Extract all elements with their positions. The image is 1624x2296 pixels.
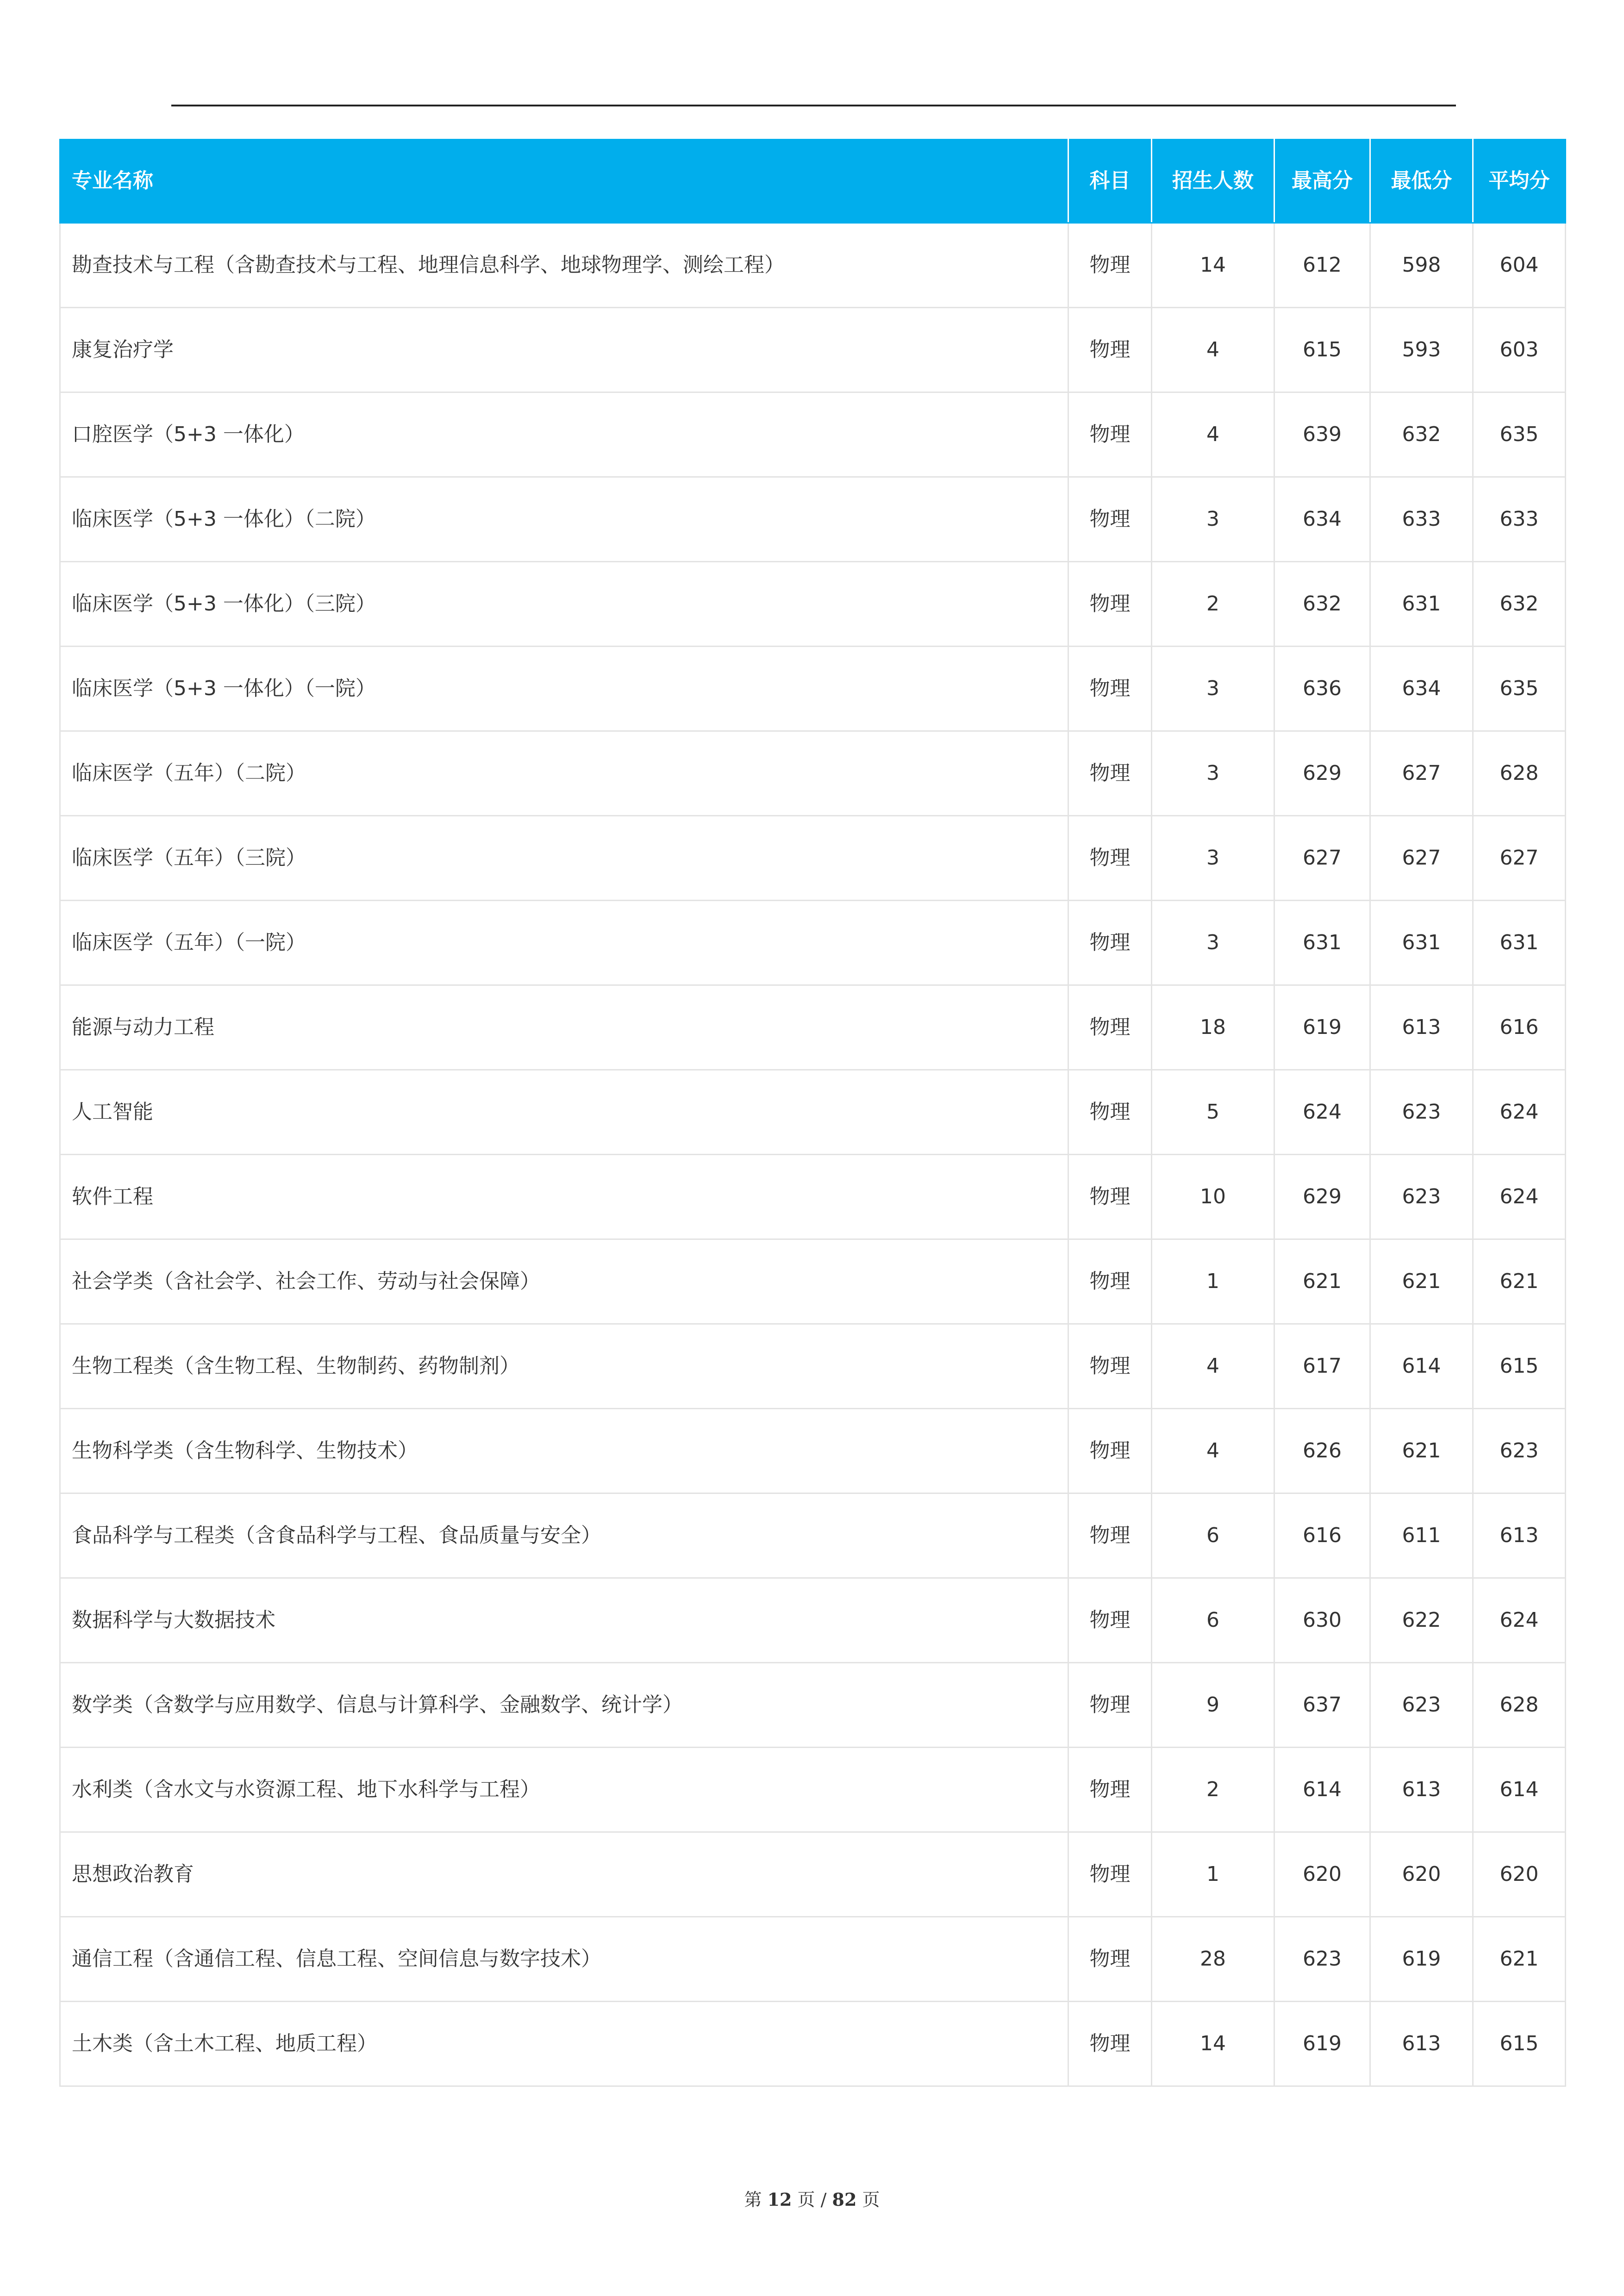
cell-min-score: 632 xyxy=(1370,392,1473,477)
cell-avg-score: 613 xyxy=(1473,1493,1566,1578)
cell-avg-score: 624 xyxy=(1473,1070,1566,1155)
cell-enroll: 4 xyxy=(1152,1409,1274,1493)
cell-major: 生物工程类（含生物工程、生物制药、药物制剂） xyxy=(60,1324,1068,1409)
cell-major: 临床医学（五年）（三院） xyxy=(60,816,1068,901)
col-header-avg: 平均分 xyxy=(1473,140,1566,223)
cell-avg-score: 635 xyxy=(1473,392,1566,477)
cell-max-score: 637 xyxy=(1274,1663,1370,1748)
table-row xyxy=(60,562,1566,647)
cell-subject: 物理 xyxy=(1068,1832,1152,1917)
cell-major: 思想政治教育 xyxy=(60,1832,1068,1917)
cell-subject: 物理 xyxy=(1068,1070,1152,1155)
col-header-major: 专业名称 xyxy=(60,140,1068,223)
cell-enroll: 4 xyxy=(1152,308,1274,392)
cell-major: 能源与动力工程 xyxy=(60,985,1068,1070)
table-row xyxy=(60,985,1566,1070)
cell-avg-score: 631 xyxy=(1473,901,1566,985)
cell-max-score: 612 xyxy=(1274,223,1370,308)
cell-avg-score: 624 xyxy=(1473,1578,1566,1663)
cell-enroll: 1 xyxy=(1152,1832,1274,1917)
cell-major: 软件工程 xyxy=(60,1155,1068,1239)
cell-subject: 物理 xyxy=(1068,1493,1152,1578)
cell-subject: 物理 xyxy=(1068,985,1152,1070)
cell-enroll: 3 xyxy=(1152,901,1274,985)
cell-avg-score: 635 xyxy=(1473,647,1566,731)
table-row xyxy=(60,1832,1566,1917)
cell-avg-score: 621 xyxy=(1473,1917,1566,2002)
cell-subject: 物理 xyxy=(1068,1324,1152,1409)
cell-subject: 物理 xyxy=(1068,1239,1152,1324)
cell-min-score: 627 xyxy=(1370,816,1473,901)
cell-enroll: 6 xyxy=(1152,1578,1274,1663)
table-row xyxy=(60,1070,1566,1155)
cell-enroll: 5 xyxy=(1152,1070,1274,1155)
cell-min-score: 613 xyxy=(1370,985,1473,1070)
cell-major: 社会学类（含社会学、社会工作、劳动与社会保障） xyxy=(60,1239,1068,1324)
cell-avg-score: 627 xyxy=(1473,816,1566,901)
col-header-subject: 科目 xyxy=(1068,140,1152,223)
scores-table xyxy=(59,139,1566,2087)
table-row xyxy=(60,816,1566,901)
footer-page-number: 12 xyxy=(767,2189,792,2210)
table-row xyxy=(60,1409,1566,1493)
cell-min-score: 634 xyxy=(1370,647,1473,731)
cell-major: 口腔医学（5+3 一体化） xyxy=(60,392,1068,477)
cell-min-score: 623 xyxy=(1370,1155,1473,1239)
cell-avg-score: 604 xyxy=(1473,223,1566,308)
cell-avg-score: 615 xyxy=(1473,1324,1566,1409)
table-row xyxy=(60,1917,1566,2002)
cell-enroll: 18 xyxy=(1152,985,1274,1070)
cell-major: 临床医学（5+3 一体化）（二院） xyxy=(60,477,1068,562)
col-header-min: 最低分 xyxy=(1370,140,1473,223)
table-row xyxy=(60,901,1566,985)
cell-max-score: 629 xyxy=(1274,1155,1370,1239)
cell-min-score: 622 xyxy=(1370,1578,1473,1663)
table-row xyxy=(60,731,1566,816)
table-row xyxy=(60,392,1566,477)
table-body xyxy=(60,223,1566,2086)
col-header-enroll: 招生人数 xyxy=(1152,140,1274,223)
cell-max-score: 636 xyxy=(1274,647,1370,731)
cell-avg-score: 623 xyxy=(1473,1409,1566,1493)
cell-enroll: 14 xyxy=(1152,223,1274,308)
footer-prefix: 第 xyxy=(744,2190,762,2210)
cell-max-score: 615 xyxy=(1274,308,1370,392)
page-footer xyxy=(0,2185,1624,2211)
cell-subject: 物理 xyxy=(1068,1748,1152,1832)
cell-subject: 物理 xyxy=(1068,2002,1152,2086)
cell-enroll: 10 xyxy=(1152,1155,1274,1239)
cell-enroll: 3 xyxy=(1152,731,1274,816)
table-row xyxy=(60,308,1566,392)
cell-avg-score: 620 xyxy=(1473,1832,1566,1917)
footer-total-pages: 82 xyxy=(832,2189,857,2210)
cell-enroll: 1 xyxy=(1152,1239,1274,1324)
cell-major: 勘查技术与工程（含勘查技术与工程、地理信息科学、地球物理学、测绘工程） xyxy=(60,223,1068,308)
cell-subject: 物理 xyxy=(1068,562,1152,647)
cell-max-score: 634 xyxy=(1274,477,1370,562)
scores-table-container xyxy=(59,139,1565,2087)
cell-max-score: 623 xyxy=(1274,1917,1370,2002)
cell-min-score: 620 xyxy=(1370,1832,1473,1917)
cell-enroll: 9 xyxy=(1152,1663,1274,1748)
cell-enroll: 4 xyxy=(1152,392,1274,477)
cell-max-score: 619 xyxy=(1274,2002,1370,2086)
col-header-max: 最高分 xyxy=(1274,140,1370,223)
cell-avg-score: 632 xyxy=(1473,562,1566,647)
cell-min-score: 611 xyxy=(1370,1493,1473,1578)
cell-subject: 物理 xyxy=(1068,308,1152,392)
cell-min-score: 613 xyxy=(1370,1748,1473,1832)
cell-max-score: 619 xyxy=(1274,985,1370,1070)
cell-enroll: 28 xyxy=(1152,1917,1274,2002)
cell-avg-score: 603 xyxy=(1473,308,1566,392)
cell-min-score: 614 xyxy=(1370,1324,1473,1409)
cell-max-score: 616 xyxy=(1274,1493,1370,1578)
table-row xyxy=(60,647,1566,731)
table-row xyxy=(60,1663,1566,1748)
cell-min-score: 593 xyxy=(1370,308,1473,392)
cell-subject: 物理 xyxy=(1068,1663,1152,1748)
cell-max-score: 631 xyxy=(1274,901,1370,985)
cell-major: 人工智能 xyxy=(60,1070,1068,1155)
cell-enroll: 3 xyxy=(1152,647,1274,731)
cell-min-score: 613 xyxy=(1370,2002,1473,2086)
cell-max-score: 624 xyxy=(1274,1070,1370,1155)
cell-major: 通信工程（含通信工程、信息工程、空间信息与数字技术） xyxy=(60,1917,1068,2002)
cell-major: 临床医学（5+3 一体化）（三院） xyxy=(60,562,1068,647)
table-header-row xyxy=(60,140,1566,223)
cell-subject: 物理 xyxy=(1068,731,1152,816)
cell-max-score: 630 xyxy=(1274,1578,1370,1663)
cell-max-score: 629 xyxy=(1274,731,1370,816)
cell-min-score: 633 xyxy=(1370,477,1473,562)
cell-max-score: 632 xyxy=(1274,562,1370,647)
cell-subject: 物理 xyxy=(1068,392,1152,477)
cell-min-score: 631 xyxy=(1370,901,1473,985)
cell-subject: 物理 xyxy=(1068,1155,1152,1239)
cell-major: 水利类（含水文与水资源工程、地下水科学与工程） xyxy=(60,1748,1068,1832)
cell-enroll: 2 xyxy=(1152,1748,1274,1832)
cell-avg-score: 621 xyxy=(1473,1239,1566,1324)
cell-enroll: 14 xyxy=(1152,2002,1274,2086)
cell-major: 临床医学（5+3 一体化）（一院） xyxy=(60,647,1068,731)
table-row xyxy=(60,1493,1566,1578)
footer-middle: 页 / xyxy=(797,2190,827,2210)
cell-min-score: 623 xyxy=(1370,1070,1473,1155)
cell-min-score: 627 xyxy=(1370,731,1473,816)
cell-min-score: 631 xyxy=(1370,562,1473,647)
header-rule xyxy=(171,105,1456,106)
cell-max-score: 614 xyxy=(1274,1748,1370,1832)
cell-avg-score: 628 xyxy=(1473,1663,1566,1748)
cell-subject: 物理 xyxy=(1068,1578,1152,1663)
cell-subject: 物理 xyxy=(1068,477,1152,562)
cell-min-score: 621 xyxy=(1370,1409,1473,1493)
cell-max-score: 617 xyxy=(1274,1324,1370,1409)
cell-major: 临床医学（五年）（一院） xyxy=(60,901,1068,985)
cell-avg-score: 624 xyxy=(1473,1155,1566,1239)
table-row xyxy=(60,1239,1566,1324)
cell-min-score: 598 xyxy=(1370,223,1473,308)
cell-major: 土木类（含土木工程、地质工程） xyxy=(60,2002,1068,2086)
cell-min-score: 621 xyxy=(1370,1239,1473,1324)
table-row xyxy=(60,2002,1566,2086)
table-row xyxy=(60,1748,1566,1832)
cell-enroll: 6 xyxy=(1152,1493,1274,1578)
table-row xyxy=(60,1155,1566,1239)
table-row xyxy=(60,223,1566,308)
cell-major: 数学类（含数学与应用数学、信息与计算科学、金融数学、统计学） xyxy=(60,1663,1068,1748)
cell-subject: 物理 xyxy=(1068,223,1152,308)
cell-enroll: 4 xyxy=(1152,1324,1274,1409)
cell-subject: 物理 xyxy=(1068,647,1152,731)
cell-min-score: 619 xyxy=(1370,1917,1473,2002)
cell-major: 食品科学与工程类（含食品科学与工程、食品质量与安全） xyxy=(60,1493,1068,1578)
cell-major: 临床医学（五年）（二院） xyxy=(60,731,1068,816)
cell-major: 数据科学与大数据技术 xyxy=(60,1578,1068,1663)
cell-enroll: 3 xyxy=(1152,816,1274,901)
cell-subject: 物理 xyxy=(1068,816,1152,901)
cell-avg-score: 614 xyxy=(1473,1748,1566,1832)
cell-enroll: 3 xyxy=(1152,477,1274,562)
cell-max-score: 627 xyxy=(1274,816,1370,901)
table-row xyxy=(60,1578,1566,1663)
cell-avg-score: 616 xyxy=(1473,985,1566,1070)
cell-major: 生物科学类（含生物科学、生物技术） xyxy=(60,1409,1068,1493)
cell-max-score: 620 xyxy=(1274,1832,1370,1917)
cell-max-score: 626 xyxy=(1274,1409,1370,1493)
cell-subject: 物理 xyxy=(1068,1917,1152,2002)
cell-avg-score: 615 xyxy=(1473,2002,1566,2086)
cell-max-score: 639 xyxy=(1274,392,1370,477)
cell-subject: 物理 xyxy=(1068,901,1152,985)
table-row xyxy=(60,1324,1566,1409)
cell-avg-score: 633 xyxy=(1473,477,1566,562)
cell-max-score: 621 xyxy=(1274,1239,1370,1324)
cell-avg-score: 628 xyxy=(1473,731,1566,816)
cell-enroll: 2 xyxy=(1152,562,1274,647)
table-row xyxy=(60,477,1566,562)
cell-subject: 物理 xyxy=(1068,1409,1152,1493)
footer-suffix: 页 xyxy=(862,2190,880,2210)
cell-min-score: 623 xyxy=(1370,1663,1473,1748)
cell-major: 康复治疗学 xyxy=(60,308,1068,392)
